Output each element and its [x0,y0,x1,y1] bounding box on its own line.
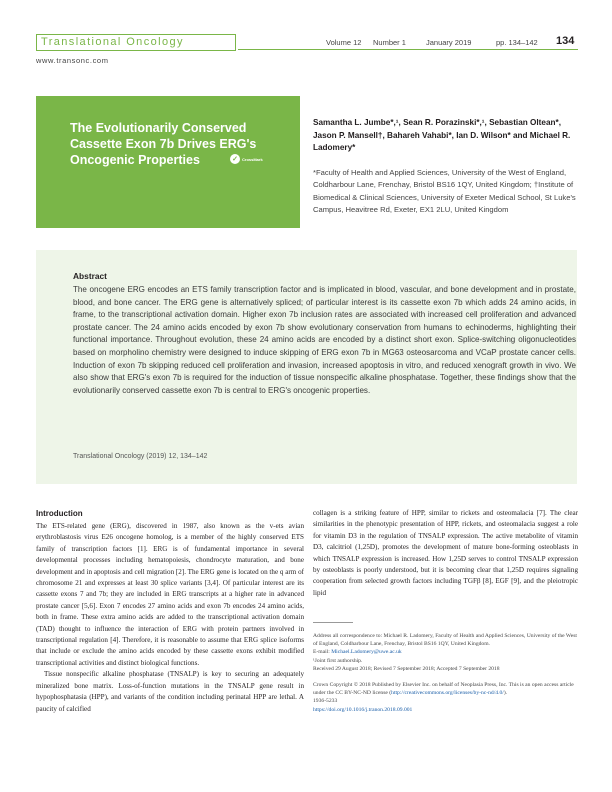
crossmark-badge[interactable] [230,154,263,164]
journal-website[interactable]: www.transonc.com [36,56,109,65]
left-column [36,508,304,715]
crossmark-icon: ✓ [230,154,240,164]
joint-authorship-note: ¹Joint first authorship. [313,657,363,664]
issn: 1936-5233 [313,698,338,705]
copyright-text: Crown Copyright © 2018 Published by Elsevier Inc. on behalf of Neoplasia Press, Inc. This is an open access article under the CC BY-NC-ND license ( [313,682,574,697]
article-citation: Translational Oncology (2019) 12, 134–142 [73,453,208,460]
correspondence-note: Address all correspondence to: Michael R. Ladomery, Faculty of Health and Applied Sciences, University of the West of England, Coldharbour Lane, Frenchay, Bristol BS16 1QY, United Kingdom. [313,633,577,648]
abstract-text: The oncogene ERG encodes an ETS family transcription factor and is implicated in blood, vascular, and bone development and in prostate, blood, and bone cancer. The ERG gene is alternatively spliced; of particular interest is its cassette exon 7b which adds 24 amino acids, in frame, to the transcriptional activation domain. Higher exon 7b inclusion rates are associated with increased cell proliferation and advanced prostate cancer. The 24 amino acids encoded by exon 7b show evolutionary conservation from humans to echinoderms, highlighting their functional importance. Throughout evolution, these 24 amino acids are encoded by a distinct short exon. Splice-switching oligonucleotides based on morpholino chemistry were designed to induce skipping of ERG exon 7b in MG63 osteosarcoma and VCaP prostate cancer cells. Induction of exon 7b skipping reduced cell proliferation and invasion, increased apoptosis in vitro, and reduced xenograft growth in vivo. We also show that ERG's exon 7b is required for the induction of tissue nonspecific alkaline phosphatase. Together, these findings show that the evolutionarily conserved cassette exon 7b is central to ERG's oncogenic properties. [73,285,576,395]
page-number: 134 [556,35,575,47]
issue-number: Number 1 [373,38,406,47]
received-dates: Received 29 August 2018; Revised 7 September 2018; Accepted 7 September 2018 [313,665,500,672]
issue-date: January 2019 [426,38,472,47]
author-list: Samantha L. Jumbe*,¹, Sean R. Porazinski*,¹, Sebastian Oltean*, Jason P. Mansell†, Bahareh Vahabi*, Ian D. Wilson* and Michael R. Ladomery* [313,118,571,152]
intro-paragraph-1: The ETS-related gene (ERG), discovered in 1987, also known as the v-ets avian erythroblastosis virus E26 oncogene homolog, is a member of the highly conserved ETS family of transcription factors [1]. ERG is of fundamental importance in several developmental processes including hematopoiesis, chondrocyte maturation, and bone development and in apoptosis and cell migration [2]. The ERG gene is located on the q arm of chromosome 21 and expresses at least 30 splice variants [3,4]. Of particular interest are its cassette exons 7 and 7b; they are included in ERG transcripts at a higher rate in advanced prostate cancer [5,6]. Exon 7 encodes 27 amino acids and exon 7b encodes 24 amino acids, both in frame. These extra amino acids are added to the transcriptional activation domain (TAD) thought to influence the interaction of ERG with protein partners involved in transcriptional regulation [4]. Therefore, it is reasonable to assume that ERG splice isoforms that include or exclude the amino acids encoded by these cassette exons exhibit modified transcriptional activities and distinct biological functions. [36,522,304,667]
copyright-end: ). [503,690,508,697]
journal-name: Translational Oncology [41,36,184,48]
footnote-rule [313,622,353,623]
article-title: The Evolutionarily Conserved Cassette Exon 7b Drives ERG's Oncogenic Properties [70,121,257,167]
license-link[interactable]: http://creativecommons.org/licenses/by-nc-nd/4.0/ [391,690,504,697]
crossmark-label: CrossMark [242,156,263,162]
intro-paragraph-3: collagen is a striking feature of HPP, similar to rickets and osteomalacia [7]. The clear similarities in the phenotypic presentation of HPP, rickets, and osteomalacia suggest a role for vitamin D3 in the regulation of TNSALP expression. The active metabolite of vitamin D3, calcitriol (1,25D), promotes the development of mature bone-forming osteoblasts in which TNSALP expression is increased. How 1,25D serves to control TNSALP expression by osteoblasts is poorly understood, but it is becoming clear that 1,25D requires signaling cooperation from selected growth factors including TGFβ [8], EGF [9], and the pleiotropic lipid [313,509,578,597]
page-range: pp. 134–142 [496,38,538,47]
intro-paragraph-2: Tissue nonspecific alkaline phosphatase (TNSALP) is key to securing an adequately mineralized bone matrix. Loss-of-function mutations in the TNSALP gene result in hypophosphatasia (HPP), and variants of the condition including perinatal HPP are lethal. A paucity of calcified [36,670,304,713]
affiliations: *Faculty of Health and Applied Sciences, University of the West of England, Coldharbour Lane, Frenchay, Bristol BS16 1QY, United Kingdom; †Institute of Biomedical & Clinical Sciences, University of Exeter Medical School, St Luke's Campus, Heavitree Rd, Exeter, EX1 2LU, United Kingdom [313,168,576,215]
footnotes [313,632,578,714]
copyright-note [313,681,578,697]
email-link[interactable]: Michael.Ladomery@uwe.ac.uk [331,649,402,656]
email-label: E-mail: [313,649,332,656]
volume: Volume 12 [326,38,362,47]
introduction-heading: Introduction [36,509,83,518]
doi-link[interactable]: https://doi.org/10.1016/j.tranon.2018.09.001 [313,706,413,713]
abstract-heading: Abstract [73,271,107,281]
right-column [313,508,578,599]
header-rule [238,49,578,50]
email-line [313,648,578,656]
